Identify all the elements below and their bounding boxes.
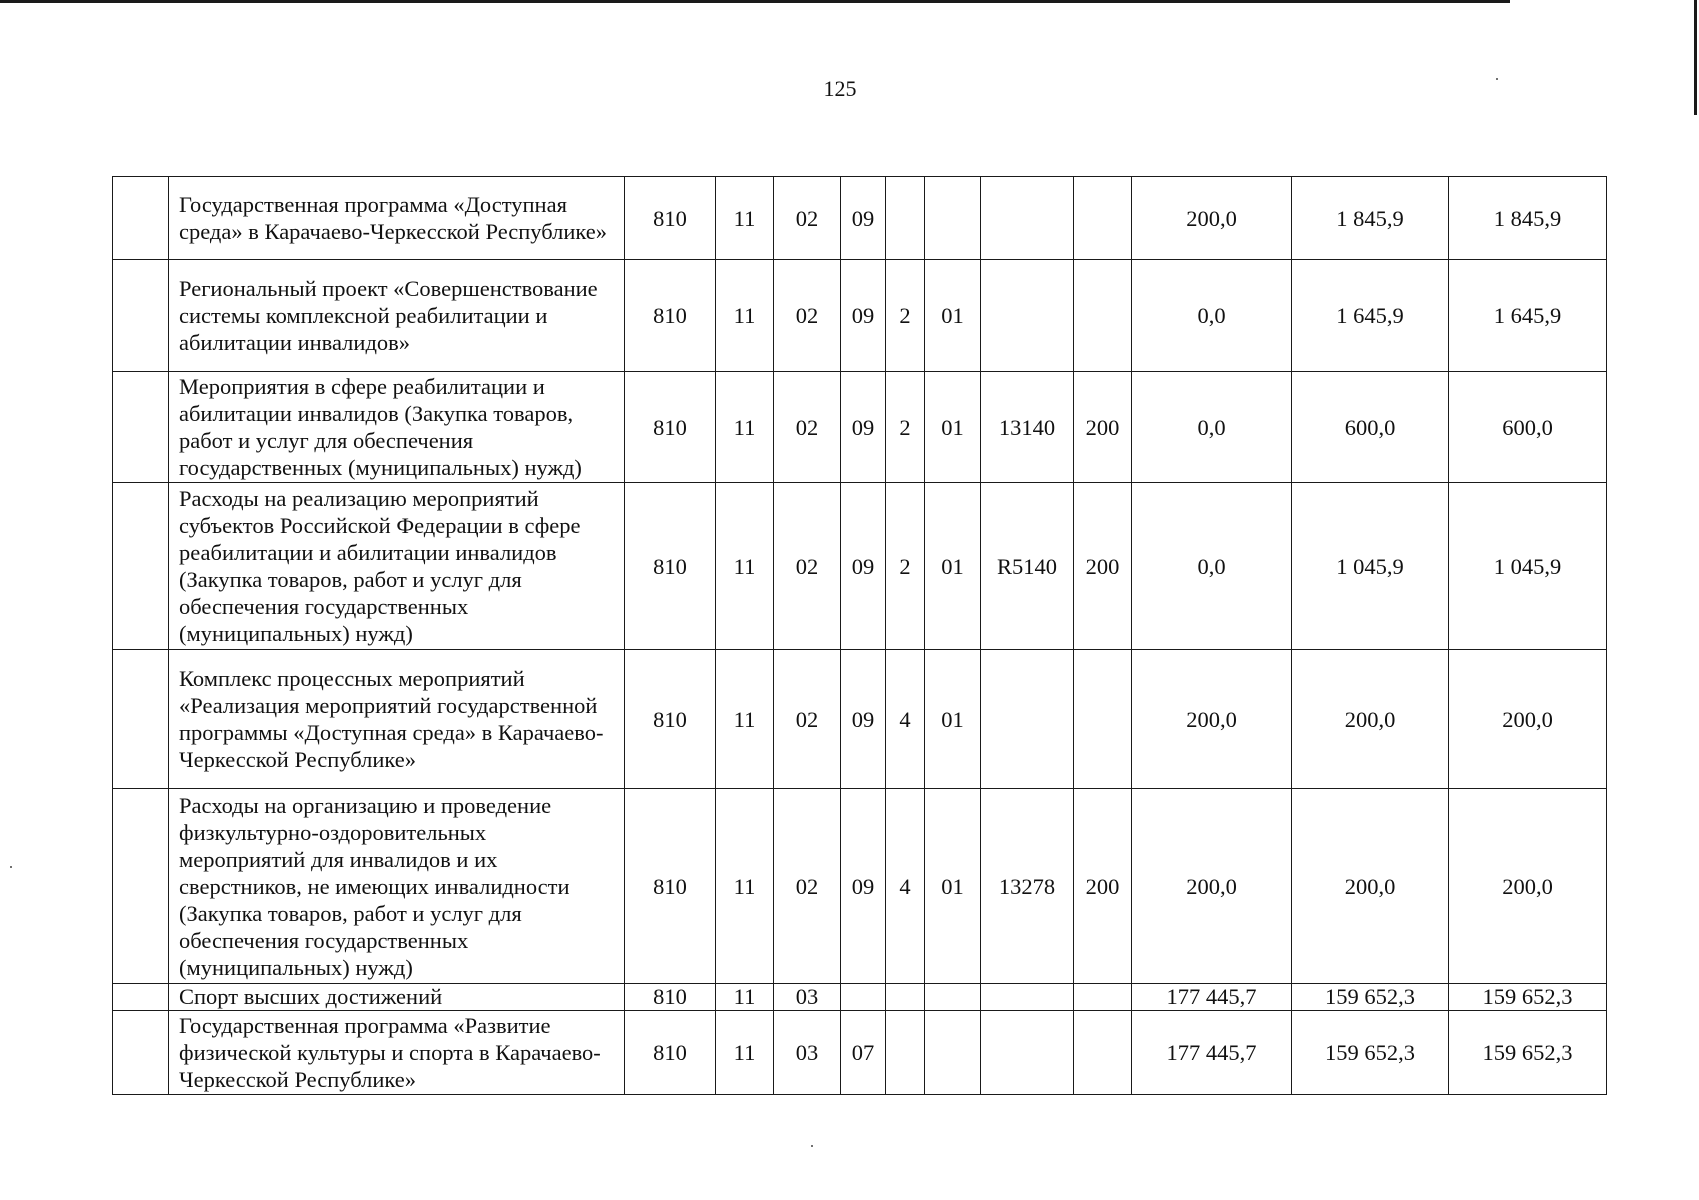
sum-2025-cell: 159 652,3: [1449, 984, 1607, 1011]
direction-cell: 13278: [981, 789, 1074, 984]
event-cell: [925, 984, 981, 1011]
subsection-cell: 03: [774, 984, 841, 1011]
sum-2025-cell: 1 645,9: [1449, 260, 1607, 372]
sum-2023-cell: 200,0: [1132, 177, 1292, 260]
right-edge-line: [1694, 0, 1697, 115]
section-cell: 11: [716, 1011, 774, 1095]
scan-speck: [10, 866, 12, 868]
sum-2025-cell: 200,0: [1449, 789, 1607, 984]
subprogram-cell: 2: [886, 483, 925, 650]
sum-2024-cell: 1 045,9: [1292, 483, 1449, 650]
row-name-cell: Расходы на организацию и проведение физкультурно-оздоровительных мероприятий для инвалидов и их сверстников, не имеющих инвалидности (Закупка товаров, работ и услуг для обеспечения государственных (муниципальных) нужд): [169, 789, 625, 984]
event-cell: 01: [925, 483, 981, 650]
sum-2023-cell: 0,0: [1132, 483, 1292, 650]
sum-2024-cell: 200,0: [1292, 650, 1449, 789]
section-cell: 11: [716, 177, 774, 260]
sum-2025-cell: 159 652,3: [1449, 1011, 1607, 1095]
subsection-cell: 03: [774, 1011, 841, 1095]
direction-cell: [981, 1011, 1074, 1095]
event-cell: [925, 177, 981, 260]
table-row: [113, 789, 1607, 984]
program-cell: 09: [841, 260, 886, 372]
subsection-cell: 02: [774, 650, 841, 789]
subprogram-cell: 4: [886, 650, 925, 789]
program-cell: 09: [841, 372, 886, 483]
row-name-cell: Мероприятия в сфере реабилитации и абилитации инвалидов (Закупка товаров, работ и услуг для обеспечения государственных (муниципальных) нужд): [169, 372, 625, 483]
event-cell: 01: [925, 650, 981, 789]
program-cell: 07: [841, 1011, 886, 1095]
sum-2024-cell: 159 652,3: [1292, 1011, 1449, 1095]
row-name-cell: Расходы на реализацию мероприятий субъектов Российской Федерации в сфере реабилитации и абилитации инвалидов (Закупка товаров, работ и услуг для обеспечения государственных (муниципальных) нужд): [169, 483, 625, 650]
sum-2025-cell: 1 845,9: [1449, 177, 1607, 260]
row-name-cell: Спорт высших достижений: [169, 984, 625, 1011]
subprogram-cell: [886, 177, 925, 260]
sum-2023-cell: 177 445,7: [1132, 984, 1292, 1011]
expense-type-cell: 200: [1074, 483, 1132, 650]
sum-2025-cell: 600,0: [1449, 372, 1607, 483]
budget-table: [112, 176, 1607, 1095]
table-row: [113, 177, 1607, 260]
subprogram-cell: [886, 984, 925, 1011]
table-row: [113, 372, 1607, 483]
row-number-cell: [113, 177, 169, 260]
expense-type-cell: 200: [1074, 372, 1132, 483]
subsection-cell: 02: [774, 372, 841, 483]
sum-2025-cell: 1 045,9: [1449, 483, 1607, 650]
program-cell: 09: [841, 789, 886, 984]
direction-cell: [981, 650, 1074, 789]
expense-type-cell: 200: [1074, 789, 1132, 984]
event-cell: 01: [925, 260, 981, 372]
section-cell: 11: [716, 260, 774, 372]
admin-code-cell: 810: [625, 372, 716, 483]
row-number-cell: [113, 1011, 169, 1095]
subsection-cell: 02: [774, 789, 841, 984]
sum-2023-cell: 177 445,7: [1132, 1011, 1292, 1095]
section-cell: 11: [716, 483, 774, 650]
sum-2024-cell: 200,0: [1292, 789, 1449, 984]
admin-code-cell: 810: [625, 260, 716, 372]
row-name-cell: Государственная программа «Доступная среда» в Карачаево-Черкесской Республике»: [169, 177, 625, 260]
section-cell: 11: [716, 984, 774, 1011]
row-number-cell: [113, 483, 169, 650]
row-number-cell: [113, 372, 169, 483]
admin-code-cell: 810: [625, 1011, 716, 1095]
sum-2023-cell: 0,0: [1132, 372, 1292, 483]
subprogram-cell: 2: [886, 372, 925, 483]
sum-2023-cell: 200,0: [1132, 789, 1292, 984]
row-number-cell: [113, 650, 169, 789]
table-row: [113, 650, 1607, 789]
table-row: [113, 1011, 1607, 1095]
row-name-cell: Государственная программа «Развитие физической культуры и спорта в Карачаево-Черкесской Республике»: [169, 1011, 625, 1095]
subsection-cell: 02: [774, 260, 841, 372]
program-cell: 09: [841, 483, 886, 650]
program-cell: 09: [841, 177, 886, 260]
admin-code-cell: 810: [625, 483, 716, 650]
admin-code-cell: 810: [625, 177, 716, 260]
program-cell: 09: [841, 650, 886, 789]
expense-type-cell: [1074, 984, 1132, 1011]
admin-code-cell: 810: [625, 984, 716, 1011]
table-row: [113, 984, 1607, 1011]
admin-code-cell: 810: [625, 650, 716, 789]
event-cell: [925, 1011, 981, 1095]
expense-type-cell: [1074, 260, 1132, 372]
admin-code-cell: 810: [625, 789, 716, 984]
sum-2024-cell: 1 645,9: [1292, 260, 1449, 372]
row-number-cell: [113, 260, 169, 372]
top-border-line: [0, 0, 1510, 3]
direction-cell: R5140: [981, 483, 1074, 650]
subprogram-cell: [886, 1011, 925, 1095]
page-number: 125: [823, 76, 857, 101]
section-cell: 11: [716, 789, 774, 984]
direction-cell: [981, 984, 1074, 1011]
sum-2025-cell: 200,0: [1449, 650, 1607, 789]
expense-type-cell: [1074, 650, 1132, 789]
table-row: [113, 260, 1607, 372]
subsection-cell: 02: [774, 483, 841, 650]
subsection-cell: 02: [774, 177, 841, 260]
row-name-cell: Региональный проект «Совершенствование системы комплексной реабилитации и абилитации инвалидов»: [169, 260, 625, 372]
subprogram-cell: 2: [886, 260, 925, 372]
event-cell: 01: [925, 372, 981, 483]
sum-2024-cell: 600,0: [1292, 372, 1449, 483]
sum-2024-cell: 159 652,3: [1292, 984, 1449, 1011]
direction-cell: [981, 260, 1074, 372]
row-name-cell: Комплекс процессных мероприятий «Реализация мероприятий государственной программы «Доступная среда» в Карачаево-Черкесской Республике»: [169, 650, 625, 789]
direction-cell: 13140: [981, 372, 1074, 483]
expense-type-cell: [1074, 177, 1132, 260]
row-number-cell: [113, 789, 169, 984]
section-cell: 11: [716, 372, 774, 483]
subprogram-cell: 4: [886, 789, 925, 984]
section-cell: 11: [716, 650, 774, 789]
sum-2023-cell: 200,0: [1132, 650, 1292, 789]
expense-type-cell: [1074, 1011, 1132, 1095]
direction-cell: [981, 177, 1074, 260]
program-cell: [841, 984, 886, 1011]
sum-2024-cell: 1 845,9: [1292, 177, 1449, 260]
sum-2023-cell: 0,0: [1132, 260, 1292, 372]
scan-speck: [811, 1145, 813, 1147]
row-number-cell: [113, 984, 169, 1011]
event-cell: 01: [925, 789, 981, 984]
table-row: [113, 483, 1607, 650]
